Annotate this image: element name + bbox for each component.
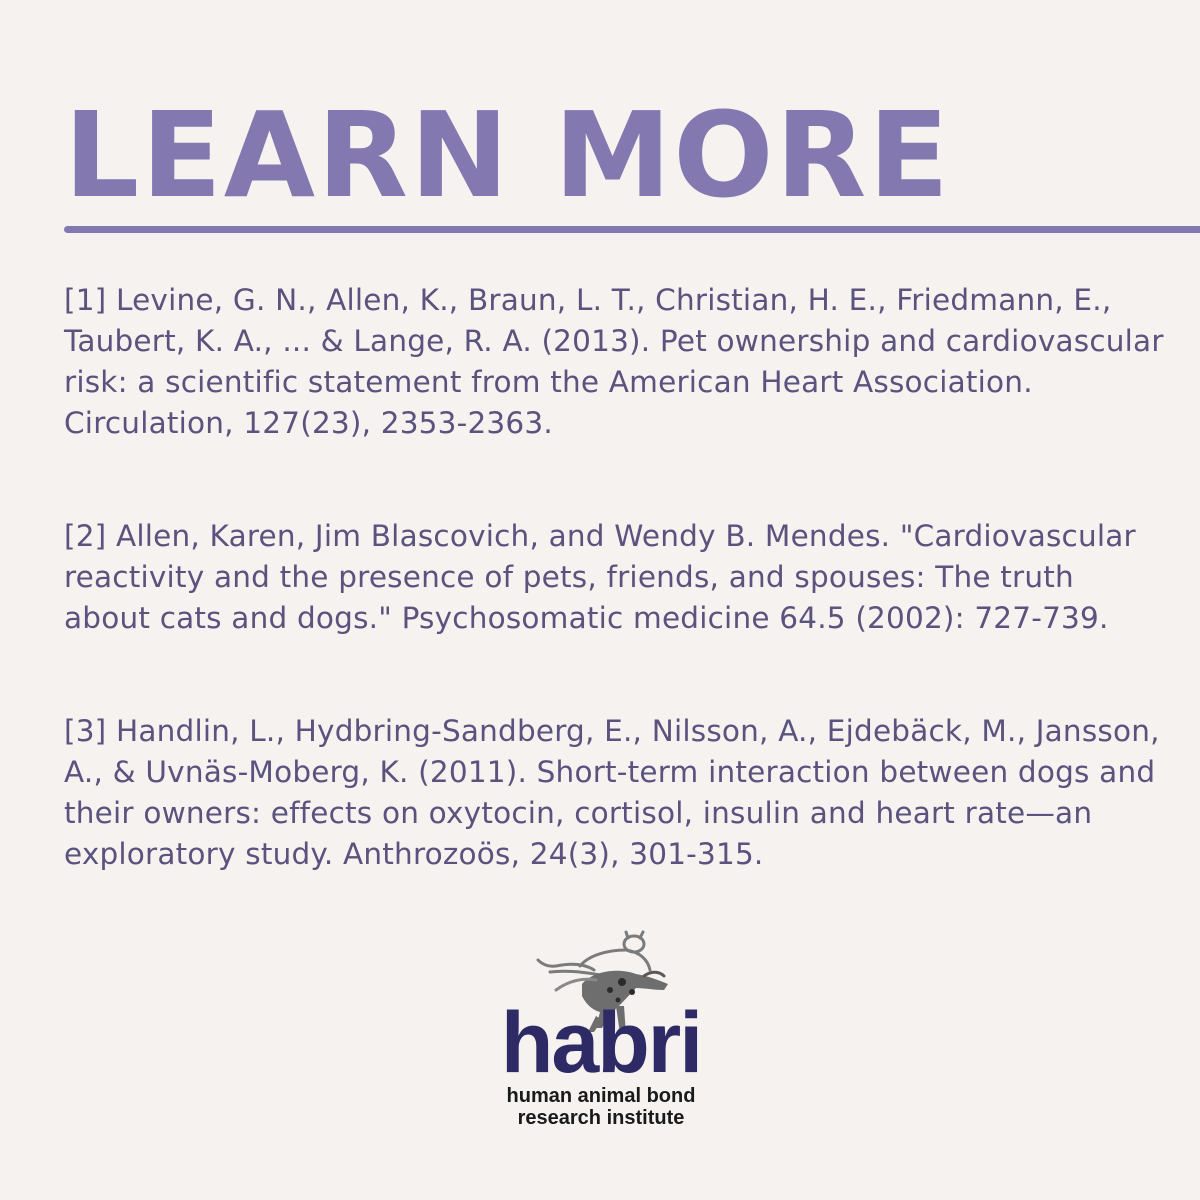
page-title: LEARN MORE bbox=[64, 86, 952, 224]
logo-tagline: research institute bbox=[517, 1107, 685, 1129]
reference-item: [2] Allen, Karen, Jim Blascovich, and Wendy B. Mendes. "Cardiovascular reactivity and the presence of pets, friends, and spouses: The truth about cats and dogs." Psychosomatic medicine 64.5 (2002): 727-739. bbox=[64, 519, 1136, 635]
logo-wordmark: habri bbox=[500, 995, 702, 1091]
heading-divider bbox=[64, 226, 1200, 233]
habri-logo bbox=[496, 930, 716, 1130]
reference-item: [1] Levine, G. N., Allen, K., Braun, L. T., Christian, H. E., Friedmann, E., Taubert, K. A., ... & Lange, R. A. (2013). Pet ownership and cardiovascular risk: a scientific statement from the American Heart Association. Circulation, 127(23), 2353-2363. bbox=[64, 283, 1164, 440]
reference-list bbox=[64, 280, 1164, 947]
logo-tagline: human animal bond bbox=[506, 1085, 696, 1107]
reference-item: [3] Handlin, L., Hydbring-Sandberg, E., Nilsson, A., Ejdebäck, M., Jansson, A., & Uvnäs-Moberg, K. (2011). Short-term interaction between dogs and their owners: effects on oxytocin, cortisol, insulin and heart rate—an exploratory study. Anthrozoös, 24(3), 301-315. bbox=[64, 714, 1160, 871]
